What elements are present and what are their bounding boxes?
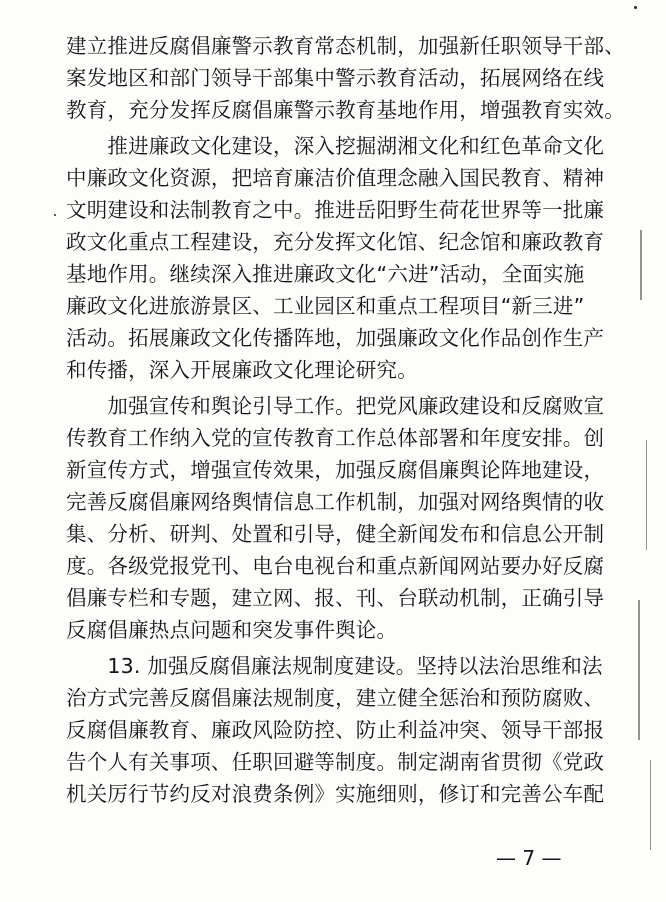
- text-line: 基地作用。继续深入推进廉政文化“六进”活动，全面实施: [66, 262, 585, 286]
- text-line: 推进廉政文化建设，深入挖掘湖湘文化和红色革命文化: [66, 134, 605, 158]
- page-number: — 7 —: [496, 846, 562, 870]
- text-line: 反腐倡廉热点问题和突发事件舆论。: [66, 618, 398, 642]
- paragraph-2: [66, 130, 605, 386]
- text-line: 集、分析、研判、处置和引导，健全新闻发布和信息公开制: [66, 522, 605, 546]
- text-line: 新宣传方式，增强宣传效果，加强反腐倡廉舆论阵地建设，: [66, 458, 605, 482]
- paragraph-3: [66, 390, 605, 646]
- text-line: 告个人有关事项、任职回避等制度。制定湖南省贯彻《党政: [66, 750, 605, 774]
- text-line: 中廉政文化资源，把培育廉洁价值理念融入国民教育、精神: [66, 166, 605, 190]
- text-line: 反腐倡廉教育、廉政风险防控、防止利益冲突、领导干部报: [66, 718, 605, 742]
- text-line: 13. 加强反腐倡廉法规制度建设。坚持以法治思维和法: [66, 654, 603, 678]
- text-line: 完善反腐倡廉网络舆情信息工作机制，加强对网络舆情的收: [66, 490, 605, 514]
- scan-speck: [634, 6, 637, 9]
- text-line: 治方式完善反腐倡廉法规制度，建立健全惩治和预防腐败、: [66, 686, 605, 710]
- text-line: 建立推进反腐倡廉警示教育常态机制，加强新任职领导干部、: [66, 34, 625, 58]
- text-line: 机关厉行节约反对浪费条例》实施细则，修订和完善公车配: [66, 782, 605, 806]
- text-line: 政文化重点工程建设，充分发挥文化馆、纪念馆和廉政教育: [66, 230, 605, 254]
- scan-streak: [640, 230, 642, 300]
- text-line: 加强宣传和舆论引导工作。把党风廉政建设和反腐败宣: [66, 394, 605, 418]
- text-line: 文明建设和法制教育之中。推进岳阳野生荷花世界等一批廉: [66, 198, 605, 222]
- text-line: 传教育工作纳入党的宣传教育工作总体部署和年度安排。创: [66, 426, 605, 450]
- text-line: 活动。拓展廉政文化传播阵地，加强廉政文化作品创作生产: [66, 326, 605, 350]
- paragraph-4: [66, 650, 605, 810]
- scan-streak: [638, 600, 640, 740]
- scan-streak: [646, 440, 647, 550]
- scan-speck: [54, 214, 56, 216]
- text-line: 倡廉专栏和专题，建立网、报、刊、台联动机制，正确引导: [66, 586, 605, 610]
- body-text: [66, 30, 625, 810]
- text-line: 案发地区和部门领导干部集中警示教育活动，拓展网络在线: [66, 66, 605, 90]
- text-line: 廉政文化进旅游景区、工业园区和重点工程项目“新三进”: [66, 294, 585, 318]
- scan-streak: [650, 760, 651, 850]
- text-line: 教育，充分发挥反腐倡廉警示教育基地作用，增强教育实效。: [66, 98, 625, 122]
- paragraph-1: [66, 30, 625, 126]
- text-line: 和传播，深入开展廉政文化理论研究。: [66, 358, 418, 382]
- text-line: 度。各级党报党刊、电台电视台和重点新闻网站要办好反腐: [66, 554, 605, 578]
